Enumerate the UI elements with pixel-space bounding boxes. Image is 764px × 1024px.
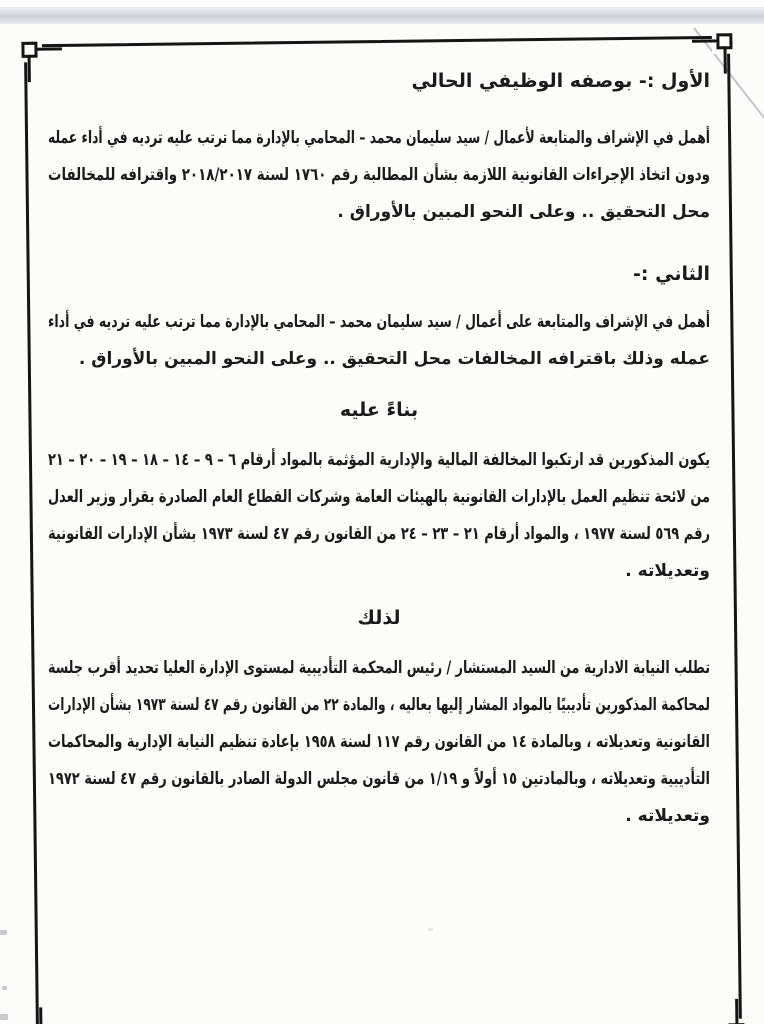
line-text: محل التحقيق .. وعلى النحو المبين بالأوراق . [337, 202, 710, 222]
scan-speck [2, 986, 7, 990]
line-text: يكون المذكورين قد ارتكبوا المخالفة المالية والإدارية المؤثمة بالمواد أرقام ٦ – ٩ – ١٤ – ١٨ – ١٩ – ٢٠ – ٢١ [47, 450, 710, 470]
line-text: وتعديلاته . [625, 561, 710, 581]
scan-speck [428, 928, 433, 931]
heading-text: لذلك [357, 607, 401, 629]
heading-text: الأول :- بوصفه الوظيفي الحالي [411, 70, 710, 92]
line-text: القانونية وتعديلاته ، وبالمادة ١٤ من القانون رقم ١١٧ لسنة ١٩٥٨ بإعادة تنظيم النيابة الإدارية والمحاكمات [48, 732, 710, 752]
paragraph-line [48, 516, 710, 553]
document-body [48, 64, 710, 835]
heading-text: الثاني :- [633, 263, 710, 285]
paragraph-line [48, 798, 710, 835]
paragraph-line [47, 761, 710, 798]
scanner-edge-band [0, 7, 764, 24]
line-text: تطلب النيابة الادارية من السيد المستشار / رئيس المحكمة التأديبية لمستوى الإدارة العليا تحديد أقرب جلسة [48, 658, 710, 678]
section-heading-second [48, 257, 710, 291]
paragraph-line [48, 157, 710, 194]
paragraph-second-charge [48, 304, 710, 378]
paragraph-line [48, 724, 710, 761]
paragraph-line [47, 442, 710, 479]
paragraph-prosecution-request [48, 650, 710, 835]
paragraph-first-charge [48, 120, 710, 231]
line-text: عمله وذلك باقترافه المخالفات محل التحقيق .. وعلى النحو المبين بالأوراق . [78, 349, 710, 369]
paragraph-line [48, 553, 710, 590]
paragraph-line [48, 650, 710, 687]
paragraph-line [48, 687, 710, 724]
frame-corner-ornament-icon [32, 1007, 75, 1024]
section-heading-first [48, 64, 710, 98]
scan-speck [0, 930, 7, 935]
line-text: رقم ٥٦٩ لسنة ١٩٧٧ ، والمواد أرقام ٢١ – ٢٣ – ٢٤ من القانون رقم ٤٧ لسنة ١٩٧٣ بشأن الإدارات القانونية [48, 524, 710, 544]
paragraph-line [48, 304, 710, 341]
paragraph-violated-articles [48, 442, 710, 590]
paragraph-line [48, 194, 710, 231]
heading-therefore [48, 601, 710, 635]
paragraph-line [48, 120, 710, 157]
line-text: ودون اتخاذ الإجراءات القانونية اللازمة بشأن المطالبة رقم ١٧٦٠ لسنة ٢٠١٨/٢٠١٧ واقترافه للمخالفات [48, 165, 710, 185]
line-text: أهمل في الإشراف والمتابعة لأعمال / سيد سليمان محمد – المحامي بالإدارة مما ترتب عليه ترديه في أداء عمله [48, 128, 710, 148]
line-text: التأديبية وتعديلاته ، وبالمادتين ١٥ أولاً و ١/١٩ من قانون مجلس الدولة الصادر بالقانون رقم ٤٧ لسنة ١٩٧٢ [47, 769, 710, 789]
paragraph-line [48, 341, 710, 378]
line-text: أهمل في الإشراف والمتابعة على أعمال / سيد سليمان محمد – المحامي بالإدارة مما ترتب عليه ترديه في أداء [48, 312, 710, 332]
frame-corner-ornament-icon [704, 999, 747, 1024]
heading-accordingly [48, 393, 710, 427]
line-text: لمحاكمة المذكورين تأديبيًا بالمواد المشار إليها بعاليه ، والمادة ٢٢ من القانون رقم ٤٧ لسنة ١٩٧٣ بشأن الإدارات [48, 695, 710, 715]
line-text: من لائحة تنظيم العمل بالإدارات القانونية بالهيئات العامة وشركات القطاع العام الصادرة بقرار وزير العدل [48, 487, 710, 507]
line-text: وتعديلاته . [625, 806, 710, 826]
scan-speck [0, 1014, 8, 1020]
paragraph-line [48, 479, 710, 516]
heading-text: بناءً عليه [339, 399, 419, 421]
